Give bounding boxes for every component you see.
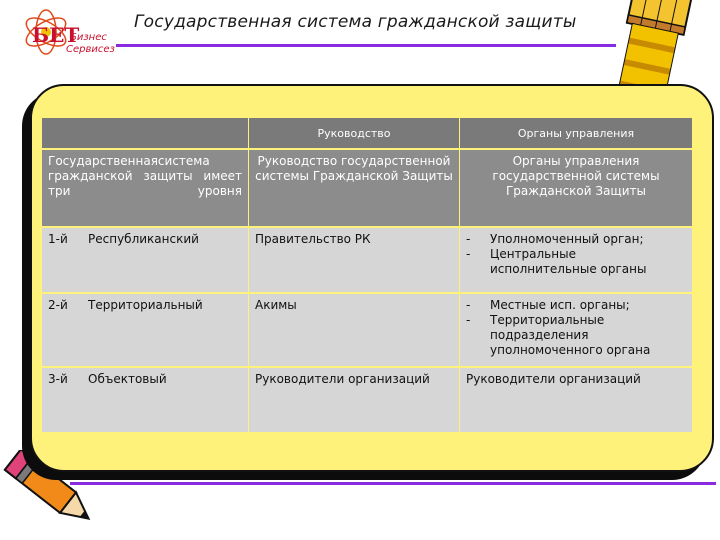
intro-cell-leadership: Руководство государственной системы Гражданской Защиты [249,150,459,226]
row2-level-name: Территориальный [88,298,203,312]
top-divider [116,44,616,47]
list-item: - Территориальные подразделения уполномоченного органа [466,313,686,358]
logo-word-2: Сервисез [66,44,115,55]
row1-bodies-list [466,232,686,277]
row1-leadership-cell: Правительство РК [249,228,459,292]
page-title: Государственная система гражданской защиты [134,12,577,32]
logo-letters: БЕТ [32,23,80,47]
row1-level-cell [42,228,248,292]
row1-bodies-cell [460,228,692,292]
header-cell-empty [42,118,248,148]
row2-leadership-cell: Акимы [249,294,459,366]
company-logo [18,2,128,64]
list-item: - Центральные исполнительные органы [466,247,686,277]
list-item: - Уполномоченный орган; [466,232,686,247]
intro-levels-text: Государственнаясистема гражданской защиты имеет три уровня [48,154,242,198]
row1-level-number: 1-й [48,232,68,246]
intro-cell-bodies: Органы управления государственной системы Гражданской Защиты [460,150,692,226]
header-cell-bodies: Органы управления [460,118,692,148]
levels-table [42,118,692,432]
row3-leadership-cell: Руководители организаций [249,368,459,432]
header-cell-leadership: Руководство [249,118,459,148]
row3-level-number: 3-й [48,372,68,386]
row2-bodies-list [466,298,686,358]
row2-level-number: 2-й [48,298,68,312]
row3-level-name: Объектовый [88,372,167,386]
row3-bodies-cell: Руководители организаций [460,368,692,432]
list-item: - Местные исп. органы; [466,298,686,313]
row3-level-cell [42,368,248,432]
row1-level-name: Республиканский [88,232,199,246]
logo-word-1: Бизнес [70,32,107,43]
row2-bodies-cell [460,294,692,366]
bottom-divider [70,482,716,485]
row2-level-cell [42,294,248,366]
intro-cell-levels [42,150,248,226]
